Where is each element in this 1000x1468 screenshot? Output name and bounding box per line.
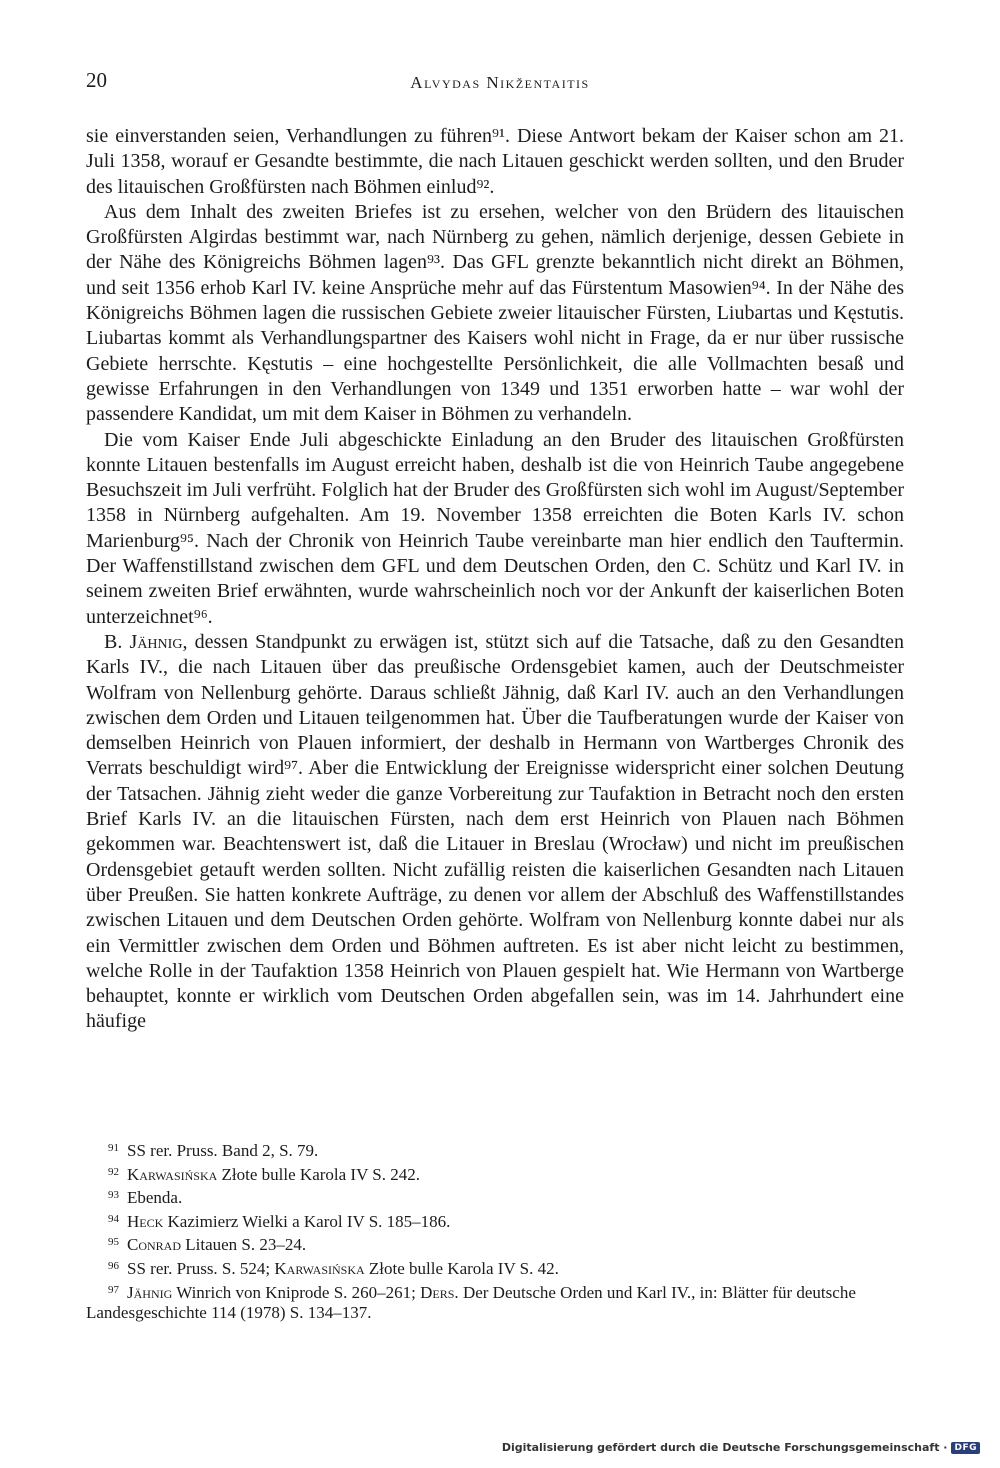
footnote-text: Kazimierz Wielki a Karol IV S. 185–186. [163,1211,451,1231]
footnote-number: 91 [108,1142,119,1154]
footnote [86,1162,904,1186]
footnote [86,1256,904,1280]
running-head-last-rest: ikžentaitis [500,73,590,92]
footnote-text: Litauen S. 23–24. [181,1235,307,1255]
digitization-credit [502,1441,980,1454]
footnote-number: 97 [108,1283,119,1296]
footnote [86,1280,904,1324]
footnote-author: Ders. [420,1282,459,1302]
footnote-author: Conrad [127,1235,182,1255]
running-head-first-rest: lvydas [424,73,481,92]
footnote-text: Ebenda. [127,1188,183,1208]
footnote-text: SS rer. Pruss. S. 524; [127,1258,275,1278]
footnotes [86,1138,904,1324]
paragraph: sie einverstanden seien, Verhandlungen zu führen⁹¹. Diese Antwort bekam der Kaiser schon am 21. Juli 1358, worauf er Gesandte bestimmte, die nach Litauen geschickt werden sollten, und den Bruder des litauischen Großfürsten nach Böhmen einlud⁹². [86,125,904,198]
footnote [86,1209,904,1233]
footnote-author: Karwasińska [127,1164,218,1184]
footnote-number: 94 [108,1212,119,1225]
running-head-first-initial: A [410,73,425,92]
footnote-text: Der Deutsche Orden und Karl IV., in: Blätter für deutsche Landesgeschichte 114 (1978) S. 134–137. [86,1282,856,1323]
digitization-note: Digitalisierung gefördert durch die Deutsche Forschungsgemeinschaft · [501,1441,948,1454]
footnote-text: SS rer. Pruss. Band 2, S. 79. [127,1141,319,1160]
footnote [86,1185,904,1209]
footnote-number: 93 [108,1189,119,1202]
footnote-text: Złote bulle Karola IV S. 242. [217,1164,421,1184]
footnote-author: Heck [127,1211,164,1231]
footnote-author: Karwasińska [274,1258,365,1278]
footnote-author: Jähnig [127,1282,173,1302]
paragraph-text: , dessen Standpunkt zu erwägen ist, stützt sich auf die Tatsache, daß zu den Gesandten Karls IV., die nach Litauen über das preußische Ordensgebiet kamen, auch der Deutschmeister Wolfram von Nellenburg gehörte. Daraus schließt Jähnig, daß Karl IV. auch an den Verhandlungen zwischen dem Orden und Litauen teilgenommen hat. Über die Taufberatungen wurde der Kaiser von demselben Heinrich von Plauen informiert, der deshalb in Hermann von Wartberges Chronik des Verrats beschuldigt wird⁹⁷. Aber die Entwicklung der Ereignisse widerspricht einer solchen Deutung der Tatsachen. Jähnig zieht weder die ganze Vorbereitung zur Taufaktion in Betracht noch den ersten Brief Karls IV. an die litauischen Fürsten, nach dem erst Heinrich von Plauen nach Böhmen gekommen war. Beachtenswert ist, daß die Litauer in Breslau (Wrocław) und nicht im preußischen Ordensgebiet getauft werden sollten. Nicht zufällig reisten die kaiserlichen Gesandten nach Litauen über Preußen. Sie hatten konkrete Aufträge, zu denen vor allem der Abschluß des Waffenstillstandes zwischen Litauen und dem Deutschen Orden gehörte. Wolfram von Nellenburg konnte dabei nur als ein Vermittler zwischen dem Orden und Böhmen auftreten. Es ist aber nicht leicht zu bestimmen, welche Rolle in der Taufaktion 1358 Heinrich von Plauen gespielt hat. Wie Hermann von Wartberge behauptet, konnte er wirklich vom Deutschen Orden abgefallen sein, was im 14. Jahrhundert eine häufige [86,630,905,1033]
footnote-text: Winrich von Kniprode S. 260–261; [172,1282,421,1302]
footnote-number: 95 [108,1236,119,1249]
footnote-number: 96 [108,1259,119,1272]
footnote [86,1138,904,1162]
main-text [86,124,904,1035]
dfg-logo-icon: DFG [951,1442,980,1454]
paragraph: Aus dem Inhalt des zweiten Briefes ist zu ersehen, welcher von den Brüdern des litauischen Großfürsten Algirdas bestimmt war, nach Nürnberg zu gehen, nämlich derjenige, dessen Gebiete in der Nähe des Königreichs Böhmen lagen⁹³. Das GFL grenzte bekanntlich nicht direkt an Böhmen, und seit 1356 erhob Karl IV. keine Ansprüche mehr auf das Fürstentum Masowien⁹⁴. In der Nähe des Königreichs Böhmen lagen die russischen Gebiete zweier litauischer Fürsten, Liubartas und Kęstutis. Liubartas kommt als Verhandlungspartner des Kaisers wohl nicht in Frage, da er nur über russische Gebiete herrschte. Kęstutis – eine hochgestellte Persönlichkeit, die alle Vollmachten besaß und gewisse Erfahrungen in den Verhandlungen von 1349 und 1351 erworben hatte – war wohl der passendere Kandidat, um mit dem Kaiser in Böhmen zu verhandeln. [86,200,904,426]
paragraph: Die vom Kaiser Ende Juli abgeschickte Einladung an den Bruder des litauischen Großfürsten konnte Litauen bestenfalls im August erreicht haben, deshalb ist die von Heinrich Taube angegebene Besuchszeit im Juli verfrüht. Folglich hat der Bruder des Großfürsten sich wohl im August/September 1358 in Nürnberg aufgehalten. Am 19. November 1358 erreichten die Boten Karls IV. schon Marienburg⁹⁵. Nach der Chronik von Heinrich Taube vereinbarte man hier endlich den Tauftermin. Der Waffenstillstand zwischen dem GFL und dem Deutschen Orden, den C. Schütz und Karl IV. in seinem zweiten Brief erwähnten, wurde wahrscheinlich noch vor der Ankunft der kaiserlichen Boten unterzeichnet⁹⁶. [86,428,904,628]
footnote-number: 92 [108,1165,119,1178]
footnote [86,1232,904,1256]
running-head [0,73,1000,93]
page-number: 20 [86,68,107,92]
footnote-text: Złote bulle Karola IV S. 42. [364,1258,559,1278]
author-name: B. Jähnig [104,630,183,653]
paragraph [86,630,904,1035]
running-head-last-initial: N [486,73,501,92]
